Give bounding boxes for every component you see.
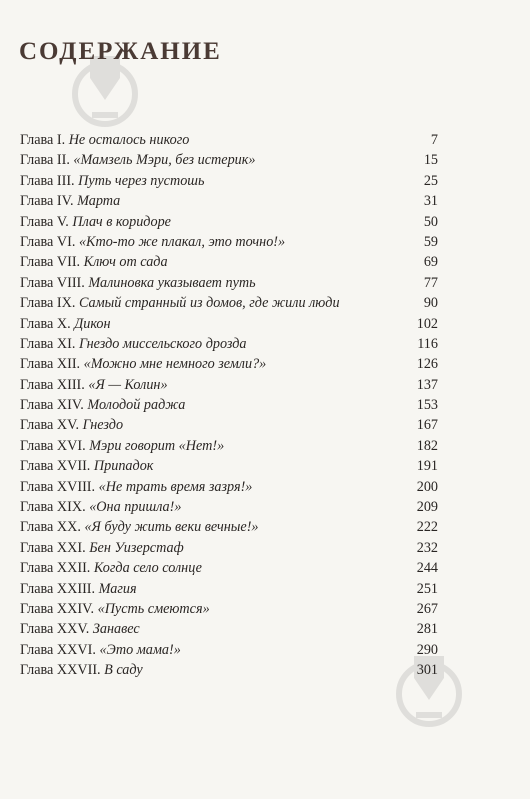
chapter-title: «Не трать время зазря!» [98,478,253,495]
chapter-page-number: 50 [423,213,438,230]
toc-entry [20,456,153,476]
toc-entry [20,375,168,395]
toc-row [20,660,438,680]
chapter-page-number: 267 [416,600,438,617]
chapter-title: «Это мама!» [99,641,181,658]
chapter-label: Глава V. [20,213,69,230]
chapter-page-number: 69 [423,254,438,271]
chapter-title: Припадок [93,458,154,475]
chapter-page-number: 126 [416,356,438,373]
toc-entry [20,619,140,639]
chapter-label: Глава XIX. [20,499,86,516]
chapter-page-number: 7 [430,132,438,148]
toc-row [20,232,438,252]
toc-row [20,314,438,334]
toc-entry [20,273,256,293]
chapter-label: Глава X. [20,315,71,332]
toc-row [20,191,438,211]
chapter-title: Бен Уизерстаф [89,539,184,556]
chapter-label: Глава XVIII. [20,478,96,495]
chapter-title: «Пусть смеются» [97,600,210,617]
chapter-page-number: 200 [416,478,438,495]
chapter-page-number: 59 [423,233,438,250]
chapter-label: Глава XI. [20,335,76,352]
toc-entry [20,150,255,170]
chapter-page-number: 90 [423,295,438,312]
toc-row [20,640,438,660]
chapter-page-number: 232 [416,539,438,556]
toc-entry [20,599,210,619]
toc-row [20,415,438,435]
toc-row [20,579,438,599]
toc-entry [20,660,143,680]
chapter-title: Гнездо [82,417,124,434]
toc-entry [20,517,259,537]
chapter-page-number: 290 [416,641,438,658]
chapter-title: Не осталось никого [68,132,190,148]
toc-entry [20,252,168,272]
chapter-label: Глава XVI. [20,437,86,454]
toc-entry [20,436,224,456]
chapter-page-number: 222 [416,519,438,536]
chapter-page-number: 153 [416,397,438,414]
chapter-page-number: 31 [423,193,438,210]
toc-row [20,599,438,619]
toc-row [20,212,438,232]
toc-row [20,273,438,293]
chapter-page-number: 77 [423,274,438,291]
toc-entry [20,130,189,150]
chapter-label: Глава XXIII. [20,580,96,597]
chapter-page-number: 281 [416,621,438,638]
chapter-title: В саду [104,662,143,679]
chapter-title: «Мамзель Мэри, без истерик» [73,152,256,169]
chapter-title: Молодой раджа [87,397,186,414]
chapter-page-number: 167 [416,417,438,434]
toc-row [20,436,438,456]
toc-entry [20,579,137,599]
chapter-label: Глава XVII. [20,458,91,475]
toc-entry [20,293,340,313]
chapter-page-number: 137 [416,376,438,393]
chapter-label: Глава XXII. [20,560,91,577]
toc-entry [20,232,285,252]
chapter-label: Глава VI. [20,233,76,250]
chapter-label: Глава IV. [20,193,74,210]
toc-row [20,538,438,558]
toc-row [20,497,438,517]
chapter-label: Глава XXVI. [20,641,96,658]
chapter-page-number: 191 [416,458,438,475]
toc-row [20,395,438,415]
chapter-label: Глава XIII. [20,376,85,393]
chapter-page-number: 209 [416,499,438,516]
chapter-label: Глава XXIV. [20,600,95,617]
chapter-title: Путь через пустошь [78,172,205,189]
toc-entry [20,171,204,191]
chapter-label: Глава XXI. [20,539,86,556]
toc-entry [20,415,123,435]
chapter-label: Глава I. [20,132,66,148]
toc-entry [20,314,111,334]
chapter-title: «Я буду жить веки вечные!» [84,519,259,536]
toc-entry [20,538,184,558]
chapter-page-number: 25 [423,172,438,189]
chapter-title: Дикон [74,315,111,332]
chapter-label: Глава XXVII. [20,662,101,679]
page-title: СОДЕРЖАНИЕ [19,38,222,65]
toc-row [20,293,438,313]
toc-entry [20,334,247,354]
chapter-title: Магия [98,580,137,597]
toc-entry [20,395,185,415]
chapter-label: Глава XXV. [20,621,90,638]
toc-entry [20,558,202,578]
toc-entry [20,212,171,232]
chapter-title: Гнездо миссельского дрозда [78,335,247,352]
chapter-title: Занавес [92,621,140,638]
chapter-label: Глава XII. [20,356,81,373]
chapter-label: Глава XIV. [20,397,84,414]
toc-row [20,354,438,374]
chapter-title: Ключ от сада [83,254,168,271]
chapter-title: «Я — Колин» [88,376,168,393]
chapter-title: Марта [77,193,121,210]
toc-row [20,252,438,272]
toc-entry [20,640,181,660]
toc-entry [20,191,120,211]
toc-row [20,334,438,354]
toc-row [20,619,438,639]
toc-row [20,375,438,395]
chapter-title: «Кто-то же плакал, это точно!» [78,233,286,250]
toc-row [20,150,438,170]
toc-row [20,456,438,476]
chapter-title: «Можно мне немного земли?» [83,356,267,373]
chapter-label: Глава XV. [20,417,80,434]
chapter-title: Плач в коридоре [72,213,171,230]
chapter-label: Глава VIII. [20,274,85,291]
chapter-title: Малиновка указывает путь [88,274,256,291]
chapter-page-number: 15 [423,152,438,169]
toc-row [20,558,438,578]
chapter-page-number: 251 [416,580,438,597]
toc-entry [20,497,181,517]
chapter-page-number: 244 [416,560,438,577]
chapter-title: Самый странный из домов, где жили люди [78,295,340,312]
toc-entry [20,477,252,497]
chapter-label: Глава II. [20,152,70,169]
chapter-label: Глава VII. [20,254,81,271]
chapter-label: Глава IX. [20,295,76,312]
chapter-label: Глава XX. [20,519,81,536]
chapter-page-number: 116 [417,335,438,352]
chapter-page-number: 102 [416,315,438,332]
table-of-contents [20,130,438,681]
toc-row [20,477,438,497]
toc-row [20,130,438,150]
chapter-title: Когда село солнце [93,560,202,577]
chapter-page-number: 301 [416,662,438,679]
chapter-title: «Она пришла!» [89,499,182,516]
toc-row [20,517,438,537]
chapter-title: Мэри говорит «Нет!» [89,437,225,454]
toc-entry [20,354,266,374]
chapter-label: Глава III. [20,172,75,189]
chapter-page-number: 182 [416,437,438,454]
toc-row [20,171,438,191]
